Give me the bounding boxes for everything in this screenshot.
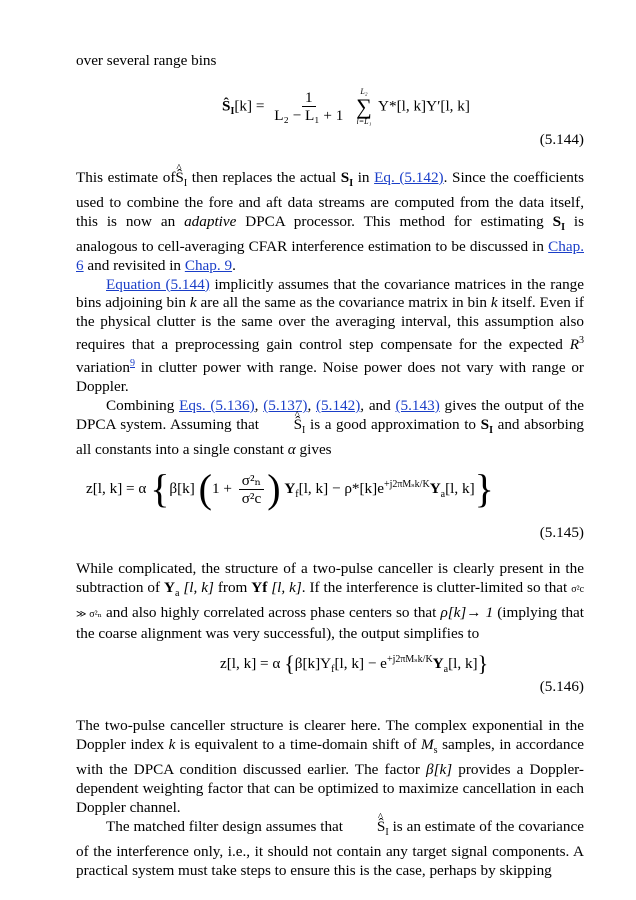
link-chap-9[interactable]: Chap. 9 — [184, 256, 233, 274]
equation-5-145-body: z[l, k] = α {β[k] (1 + $\frac{\text{σ²ₙ}}{\text{σ²c}}$ ) $Y_f[l$, $k] - \rho*[k]e^{+j2\pi M_sk/K}Y_a[l$, k]} — [86, 465, 494, 511]
link-eq-5-144[interactable]: Equation (5.144) — [106, 275, 210, 293]
paragraph-two-pulse-canceller: While complicated, the structure of a two-pulse canceller is clearly present in the subtraction of $Y_a$ [l, k] from Yf [l, k]. If the interference is clutter-limited so that σ²c ≫ σ²ₙ and also highly correlated across phase centers so that ρ[k]→ 1 (implying that the coarse alignment was very successful), the output simplifies to — [76, 559, 585, 642]
paragraph-structure-clearer: The two-pulse canceller structure is clearer here. The complex exponential in the Doppler index k is equivalent to a time-domain shift of $M_s$ samples, in accordance with the DPCA condition discussed earlier. The factor β[k] provides a Doppler-dependent weighting factor that can be optimized to maximize cancellation in each Doppler channel. — [76, 717, 584, 817]
paragraph-covariance-assumption: Equation (5.144) implicitly assumes that the covariance matrices in the range bins adjoining bin k are all the same as the covariance matrix in bin k itself. Even if the physical clutter is the same over the averaging interval, this assumption also requires that a preprocessing gain control step compensate for the expected $R^3$ variation$^9$ in clutter power with range. Noise power does not vary with range or Doppler. — [76, 275, 584, 396]
equation-number: (5.146) — [539, 678, 584, 696]
paragraph-combining: Combining Eqs. (5.136), (5.137), (5.142), and (5.143) gives the output of the DPCA system. Assuming that ^ $Ŝ_I$ is a good approximation to $S_I$ and absorbing all constants into a single constant α gives — [76, 397, 584, 460]
equation-5-145 — [76, 465, 584, 542]
link-eq-5-142-b[interactable]: (5.142) — [316, 397, 361, 415]
link-eq-5-143[interactable]: (5.143) — [395, 397, 440, 415]
fraction: $\frac{\text{σ²ₙ}}{\text{σ²c}}$ — [239, 472, 264, 507]
equation-5-144 — [76, 85, 584, 151]
link-eq-5-142[interactable]: Eq. (5.142) — [374, 168, 444, 186]
link-chap-6[interactable]: Chap. 6 — [76, 237, 584, 274]
equation-number: (5.144) — [539, 130, 584, 148]
summation-symbol: L₂ ∑ l=L₁ — [356, 86, 372, 126]
s-hat-symbol: ^ Ŝ — [347, 818, 385, 837]
equation-5-144-body: $Ŝ_I[k]$ = $\frac{1}{\text{L₂ − L₁ + 1}}$ L₂ ∑ l=L₁ Y*[l, k]Y′[l, k] — [222, 86, 470, 126]
reference-9[interactable]: 9 — [129, 358, 135, 370]
page-content — [76, 52, 584, 881]
paragraph-intro: over several range bins — [76, 52, 217, 69]
paragraph-estimate: This estimate of^ $Ŝ_I$ then replaces the actual $S_I$ in Eq. (5.142). Since the coefficients used to combine the fore and aft data streams are computed from the data itself, this is now an adaptive DPCA processor. This method for estimating $S_I$ is analogous to cell-averaging CFAR interference estimation to be discussed in Chap. 6 and revisited in Chap. 9. — [76, 169, 584, 276]
link-eq-5-137[interactable]: (5.137) — [263, 397, 308, 415]
equation-5-146-body: z[l, k] = α {$\beta[k]Y_f[l$, $k] - e^{+j2\pi M_sk/K}Y_a[l$, k]} — [220, 651, 489, 677]
equation-5-146 — [76, 651, 584, 701]
s-hat-symbol: ^ Ŝ — [264, 416, 302, 435]
paragraph-matched-filter: The matched filter design assumes that ^ $Ŝ_I$ is an estimate of the covariance of the interference only, i.e., it should not contain any target signal components. A practical system must take steps to ensure this is the case, perhaps by skipping — [76, 818, 584, 881]
equation-number: (5.145) — [539, 523, 584, 541]
link-eq-5-136[interactable]: Eqs. (5.136) — [179, 397, 255, 415]
s-hat-symbol: ^ Ŝ — [175, 169, 183, 188]
fraction: $\frac{1}{\text{L₂ − L₁ + 1}}$ — [274, 89, 344, 125]
